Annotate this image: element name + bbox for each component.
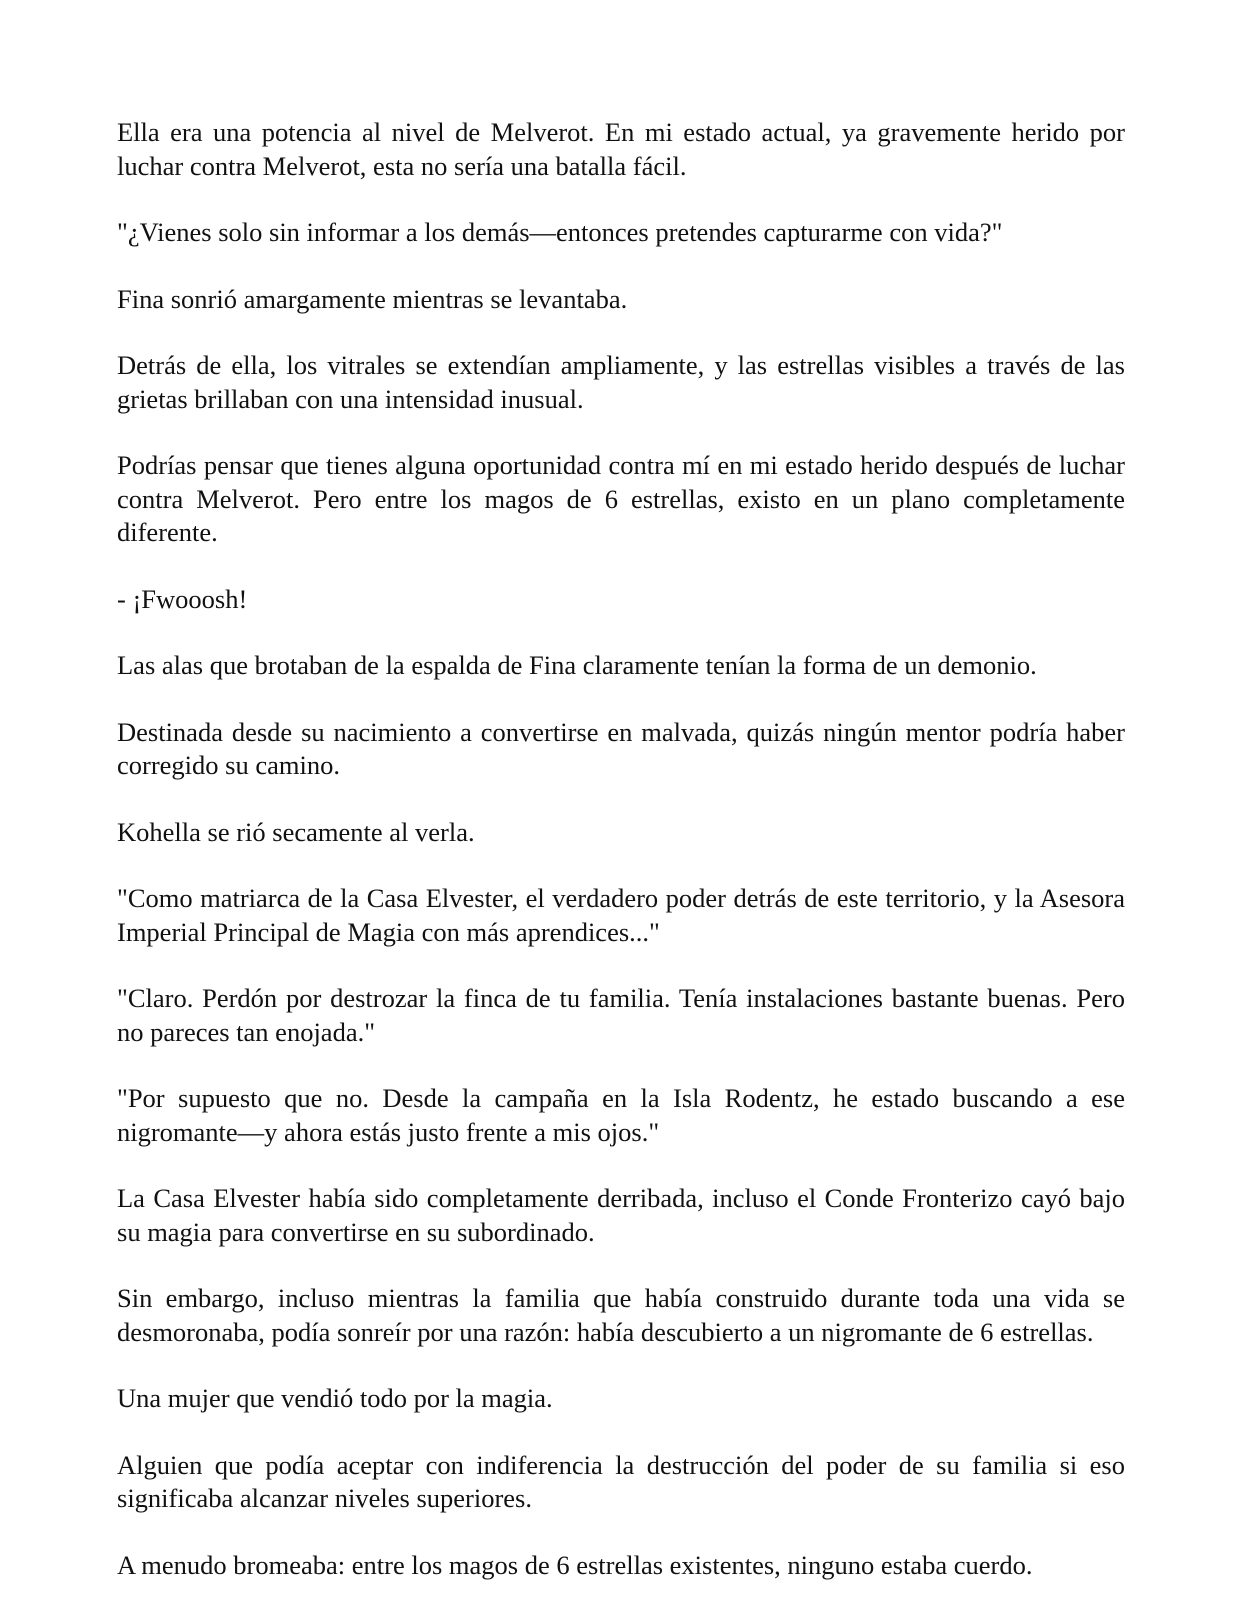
paragraph: Sin embargo, incluso mientras la familia que había construido durante toda una vida se desmoronaba, podía sonreír por una razón: había descubierto a un nigromante de 6 estrellas. xyxy=(117,1283,1125,1347)
paragraph: "Por supuesto que no. Desde la campaña en la Isla Rodentz, he estado buscando a ese nigromante—y ahora estás justo frente a mis ojos." xyxy=(117,1083,1125,1147)
document-body xyxy=(117,116,1125,1615)
paragraph: Una mujer que vendió todo por la magia. xyxy=(117,1383,553,1413)
paragraph: Fina sonrió amargamente mientras se levantaba. xyxy=(117,283,628,314)
paragraph: "Claro. Perdón por destrozar la finca de tu familia. Tenía instalaciones bastante buenas. Pero no pareces tan enojada." xyxy=(117,983,1125,1047)
paragraph: A menudo bromeaba: entre los magos de 6 estrellas existentes, ninguno estaba cuerdo. xyxy=(117,1549,1033,1580)
paragraph: Ella era una potencia al nivel de Melverot. En mi estado actual, ya gravemente herido por luchar contra Melverot, esta no sería una batalla fácil. xyxy=(117,117,1125,181)
paragraph: Detrás de ella, los vitrales se extendían ampliamente, y las estrellas visibles a través de las grietas brillaban con una intensidad inusual. xyxy=(117,350,1125,414)
paragraph: Alguien que podía aceptar con indiferencia la destrucción del poder de su familia si eso significaba alcanzar niveles superiores. xyxy=(117,1449,1125,1513)
paragraph: Las alas que brotaban de la espalda de Fina claramente tenían la forma de un demonio. xyxy=(117,650,1037,680)
paragraph: "Como matriarca de la Casa Elvester, el verdadero poder detrás de este territorio, y la Asesora Imperial Principal de Magia con más aprendices..." xyxy=(117,883,1125,947)
paragraph: Kohella se rió secamente al verla. xyxy=(117,816,475,847)
paragraph: - ¡Fwooosh! xyxy=(117,583,248,614)
paragraph: Podrías pensar que tienes alguna oportunidad contra mí en mi estado herido después de luchar contra Melverot. Pero entre los magos de 6 estrellas, existo en un plano completamente diferente. xyxy=(117,450,1125,547)
paragraph: La Casa Elvester había sido completamente derribada, incluso el Conde Fronterizo cayó bajo su magia para convertirse en su subordinado. xyxy=(117,1183,1125,1247)
paragraph: "¿Vienes solo sin informar a los demás—entonces pretendes capturarme con vida?" xyxy=(117,217,1003,247)
paragraph: Destinada desde su nacimiento a convertirse en malvada, quizás ningún mentor podría haber corregido su camino. xyxy=(117,716,1125,780)
